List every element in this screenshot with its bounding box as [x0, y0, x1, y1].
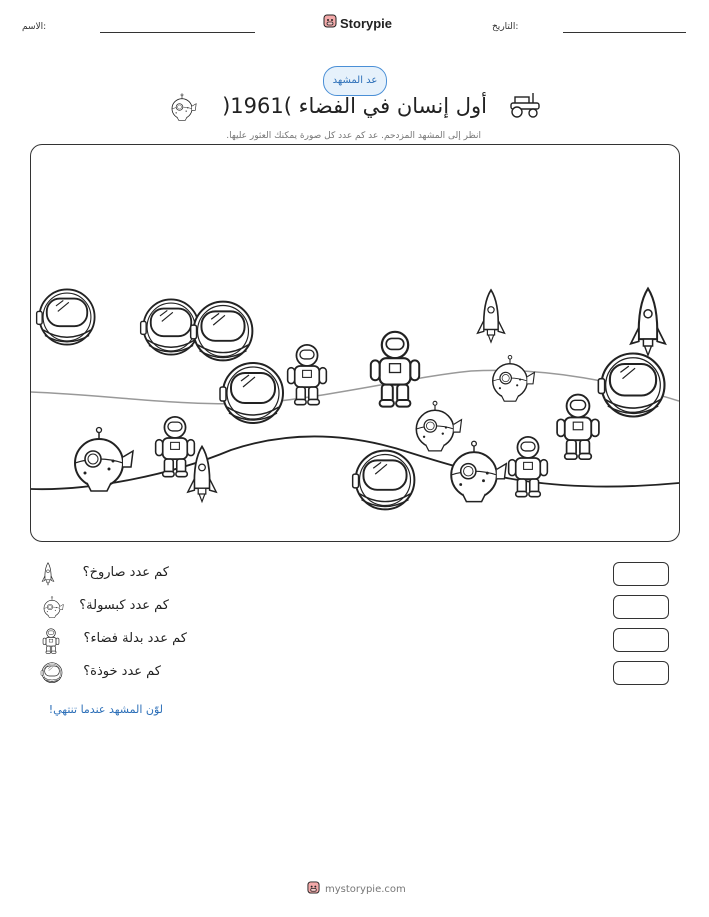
tractor-icon	[509, 91, 541, 123]
scene-count-badge: عد المشهد	[323, 66, 387, 96]
footer-url[interactable]: mystorypie.com	[325, 884, 406, 895]
question-row	[0, 595, 709, 619]
capsule-title-icon	[167, 92, 197, 126]
brand-logo	[323, 13, 392, 33]
pig-logo-icon	[307, 880, 320, 899]
spacesuit-icon	[41, 628, 61, 658]
answer-box[interactable]	[613, 628, 669, 652]
answer-box[interactable]	[613, 595, 669, 619]
capsule-item	[416, 401, 461, 451]
scene-illustration[interactable]	[31, 145, 679, 541]
helmet-item	[37, 289, 95, 344]
rocket-icon	[39, 562, 57, 590]
instruction-text: انظر إلى المشهد المزدحم. عد كم عدد كل صورة يمكنك العثور عليها.	[226, 131, 481, 141]
scene-frame	[30, 144, 680, 542]
spacesuit-item	[557, 395, 599, 460]
question-row	[0, 562, 709, 586]
helmet-item	[191, 302, 253, 361]
rocket-item	[478, 290, 505, 342]
brand-name: Storypie	[340, 15, 393, 31]
footer	[307, 880, 406, 899]
page-title: أول إنسان في الفضاء )1961(	[222, 94, 487, 118]
spacesuit-item	[371, 332, 419, 407]
question-row	[0, 628, 709, 652]
name-label: الاسم:	[22, 22, 47, 32]
question-label: كم عدد خوذة؟	[83, 664, 161, 679]
color-prompt: لوّن المشهد عندما تنتهي!	[48, 703, 163, 716]
name-line[interactable]	[100, 32, 255, 33]
date-label: التاريخ:	[492, 22, 519, 32]
capsule-item	[451, 441, 506, 501]
answer-box[interactable]	[613, 562, 669, 586]
helmet-item	[141, 299, 199, 354]
helmet-item	[353, 451, 415, 510]
question-label: كم عدد كبسولة؟	[79, 598, 169, 613]
rocket-item	[631, 289, 666, 356]
spacesuit-item	[156, 417, 195, 477]
pig-logo-icon	[323, 13, 337, 33]
capsule-icon	[40, 595, 64, 623]
date-line[interactable]	[563, 32, 686, 33]
spacesuit-item	[509, 437, 548, 497]
answer-box[interactable]	[613, 661, 669, 685]
question-label: كم عدد بدلة فضاء؟	[83, 631, 187, 646]
question-row	[0, 661, 709, 685]
helmet-icon	[40, 661, 64, 689]
helmet-item	[598, 354, 664, 417]
question-label: كم عدد صاروخ؟	[82, 565, 169, 580]
helmet-item	[220, 363, 283, 423]
capsule-item	[493, 355, 535, 401]
